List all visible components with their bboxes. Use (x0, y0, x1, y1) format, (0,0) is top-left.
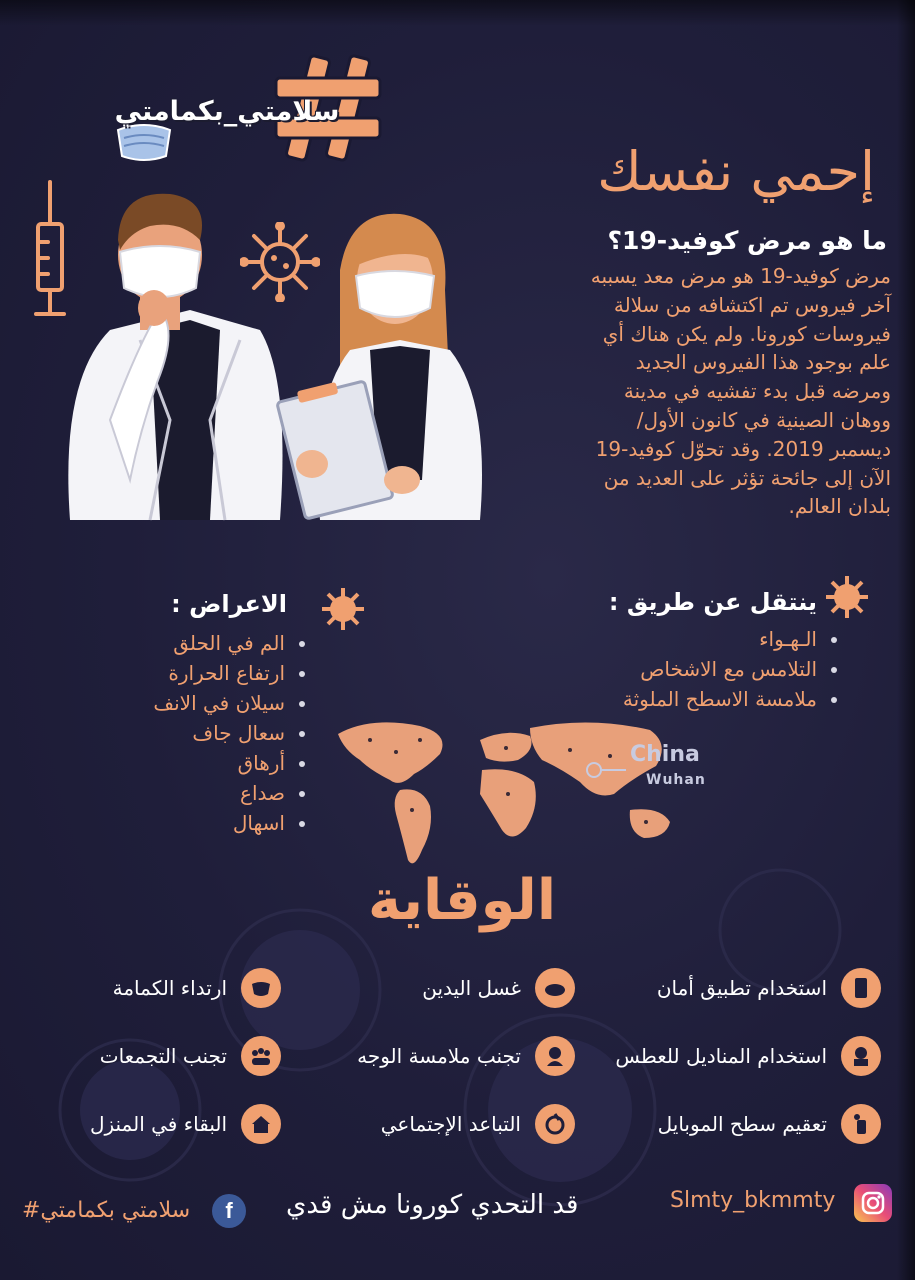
prevention-item (381, 1104, 575, 1144)
description-line: مرض كوفيد-19 هو مرض معد يسببه (590, 264, 891, 288)
instagram-handle[interactable]: Slmty_bkmmty (670, 1188, 836, 1213)
list-item: التلامس مع الاشخاص (623, 654, 839, 684)
page-title: إحمي نفسك (597, 140, 875, 203)
female-doctor (277, 214, 482, 520)
list-item: الم في الحلق (153, 628, 307, 658)
list-item: سيلان في الانف (153, 688, 307, 718)
list-item: أرهاق (153, 748, 307, 778)
description-line: ديسمبر 2019. وقد تحوّل كوفيد-19 (595, 436, 891, 461)
symptoms-list (153, 628, 307, 838)
description-line: فيروسات كورونا. ولم يكن هناك أي (602, 321, 891, 346)
sanitize-phone-icon (841, 1104, 881, 1144)
description-line: ومرضه قبل بدء تفشيه في مدينة (623, 379, 891, 404)
list-item: ارتفاع الحرارة (153, 658, 307, 688)
prevention-label: استخدام تطبيق أمان (656, 976, 827, 1000)
description-line: بلدان العالم. (788, 494, 891, 519)
phone-app-icon (841, 968, 881, 1008)
instagram-icon[interactable] (854, 1184, 892, 1222)
crowd-icon (241, 1036, 281, 1076)
hands-wash-icon (535, 968, 575, 1008)
list-item: الـهـواء (623, 624, 839, 654)
prevention-item (657, 968, 881, 1008)
transmission-list (623, 624, 839, 714)
prevention-item (422, 968, 575, 1008)
question-heading: ما هو مرض كوفيد-19؟ (607, 226, 887, 255)
top-shadow (0, 0, 915, 26)
face-touch-icon (535, 1036, 575, 1076)
prevention-label: غسل اليدين (422, 976, 521, 1000)
world-map (330, 710, 730, 880)
slogan-text: قد التحدي كورونا مش قدي (286, 1190, 579, 1220)
transmission-heading: ينتقل عن طريق : (608, 588, 817, 616)
prevention-item (357, 1036, 575, 1076)
list-item: صداع (153, 778, 307, 808)
map-city-label: Wuhan (646, 772, 706, 788)
description-line: الآن إلى جائحة تؤثر على العديد من (603, 465, 891, 490)
prevention-item (658, 1104, 881, 1144)
prevention-item (615, 1036, 881, 1076)
description-line: آخر فيروس تم اكتشافه من سلالة (613, 292, 891, 317)
prevention-label: البقاء في المنزل (89, 1112, 227, 1136)
prevention-label: التباعد الإجتماعي (380, 1112, 521, 1136)
list-item: ملامسة الاسطح الملوثة (623, 684, 839, 714)
male-doctor (68, 194, 282, 520)
virus-bullet-icon (824, 574, 870, 620)
facebook-icon[interactable]: f (212, 1194, 246, 1228)
description-line: علم بوجود هذا الفيروس الجديد (635, 350, 891, 375)
list-item: سعال جاف (153, 718, 307, 748)
prevention-heading: الوقاية (368, 868, 557, 933)
home-icon (241, 1104, 281, 1144)
mask-icon (241, 968, 281, 1008)
map-country-label: China (630, 742, 700, 767)
doctors-illustration (50, 180, 510, 540)
prevention-label: ارتداء الكمامة (112, 976, 227, 1000)
edge-shadow (897, 0, 915, 1280)
tissue-sneeze-icon (841, 1036, 881, 1076)
prevention-item (113, 968, 281, 1008)
description-paragraph (503, 262, 891, 521)
prevention-label: تجنب ملامسة الوجه (357, 1044, 521, 1068)
prevention-label: استخدام المناديل للعطس (615, 1044, 827, 1068)
virus-bullet-icon (320, 586, 366, 632)
prevention-item (100, 1036, 281, 1076)
symptoms-heading: الاعراض : (171, 590, 287, 618)
prevention-label: تعقيم سطح الموبايل (657, 1112, 827, 1136)
description-line: ووهان الصينية في كانون الأول/ (636, 407, 891, 432)
prevention-label: تجنب التجمعات (99, 1044, 227, 1068)
distance-icon (535, 1104, 575, 1144)
facebook-handle[interactable]: سلامتي بكمامتي# (22, 1198, 191, 1223)
hashtag-badge-text: سلامتي_بكمامتي (114, 96, 340, 127)
list-item: اسهال (153, 808, 307, 838)
prevention-item (90, 1104, 281, 1144)
